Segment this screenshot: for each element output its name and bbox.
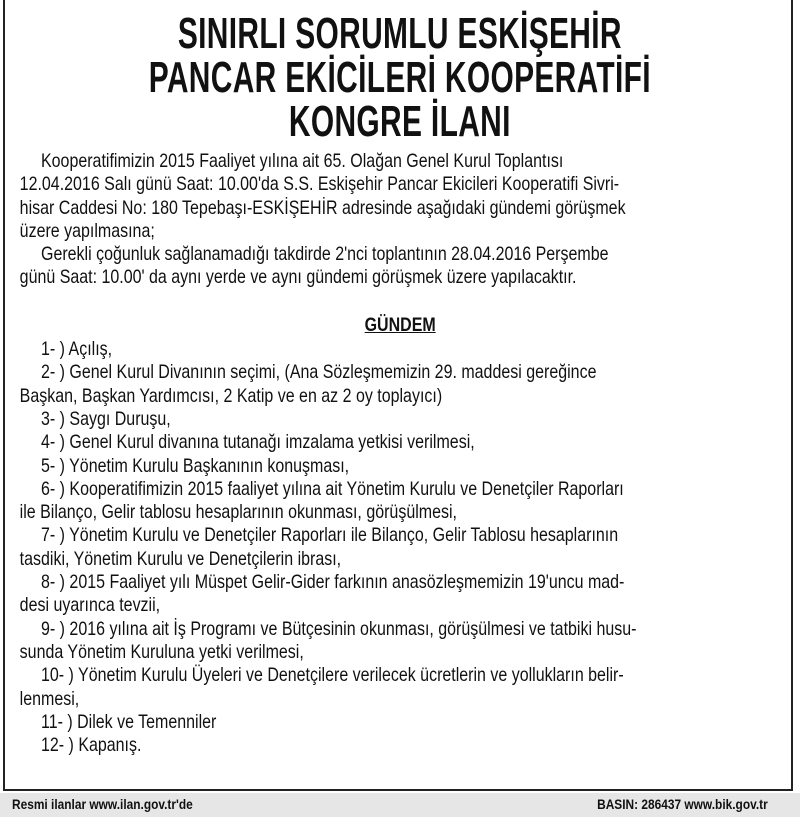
footer-right-link[interactable]: BASIN: 286437 www.bik.gov.tr [597, 796, 768, 812]
agenda-line: 4- ) Genel Kurul divanına tutanağı imzalama yetkisi verilmesi, [41, 431, 475, 454]
intro-paragraph [0, 150, 800, 290]
intro-line: Kooperatifimizin 2015 Faaliyet yılına ait 65. Olağan Genel Kurul Toplantısı [41, 150, 564, 172]
agenda-line: 5- ) Yönetim Kurulu Başkanının konuşması, [41, 454, 350, 477]
agenda-line: sunda Yönetim Kuruluna yetki verilmesi, [19, 640, 304, 663]
title-line-2: PANCAR EKİCİLERİ KOOPERATİFİ [148, 53, 651, 102]
agenda-line: Başkan, Başkan Yardımcısı, 2 Katip ve en az 2 oy toplayıcı) [19, 384, 443, 407]
agenda-line: 12- ) Kapanış. [41, 734, 142, 757]
agenda-line: 6- ) Kooperatifimizin 2015 faaliyet yılına ait Yönetim Kurulu ve Denetçiler Raporları [41, 477, 624, 500]
agenda-heading: GÜNDEM [364, 313, 436, 336]
agenda-line: 3- ) Saygı Duruşu, [41, 407, 171, 430]
ad-body [0, 150, 800, 757]
agenda-line: 11- ) Dilek ve Temenniler [41, 710, 217, 733]
agenda-line: 7- ) Yönetim Kurulu ve Denetçiler Raporları ile Bilanço, Gelir Tablosu hesaplarının [41, 524, 619, 547]
agenda-line: lenmesi, [19, 687, 80, 710]
intro-line: Gerekli çoğunluk sağlanamadığı takdirde 2'nci toplantının 28.04.2016 Perşembe [41, 243, 609, 266]
intro-line: hisar Caddesi No: 180 Tepebaşı-ESKİŞEHİR adresinde aşağıdaki gündemi görüşmek [19, 196, 626, 219]
agenda-line: 1- ) Açılış, [41, 338, 113, 361]
agenda-line: 10- ) Yönetim Kurulu Üyeleri ve Denetçilere verilecek ücretlerin ve yollukların belir- [41, 664, 624, 687]
ad-title [0, 9, 800, 146]
agenda-list [0, 338, 800, 757]
intro-line: üzere yapılmasına; [19, 219, 155, 242]
intro-line: günü Saat: 10.00' da aynı yerde ve aynı gündemi görüşmek üzere yapılacaktır. [19, 266, 577, 289]
title-line-3: KONGRE İLANI [288, 97, 511, 146]
footer-bar [0, 793, 800, 817]
agenda-line: 9- ) 2016 yılına ait İş Programı ve Bütçesinin okunması, görüşülmesi ve tatbiki husu- [41, 617, 637, 640]
footer-left-link[interactable]: Resmi ilanlar www.ilan.gov.tr'de [12, 796, 193, 812]
agenda-line: 8- ) 2015 Faaliyet yılı Müspet Gelir-Gider farkının anasözleşmemizin 19'uncu mad- [41, 571, 625, 594]
agenda-line: desi uyarınca tevzii, [19, 594, 161, 617]
agenda-line: 2- ) Genel Kurul Divanının seçimi, (Ana Sözleşmemizin 29. maddesi gereğince [41, 361, 597, 384]
title-line-1: SINIRLI SORUMLU ESKİŞEHİR [177, 9, 622, 58]
agenda-line: tasdiki, Yönetim Kurulu ve Denetçilerin ibrası, [19, 547, 342, 570]
intro-line: 12.04.2016 Salı günü Saat: 10.00'da S.S. Eskişehir Pancar Ekicileri Kooperatifi Sivri- [19, 173, 620, 196]
agenda-line: ile Bilanço, Gelir tablosu hesaplarının okunması, görüşülmesi, [19, 501, 457, 524]
